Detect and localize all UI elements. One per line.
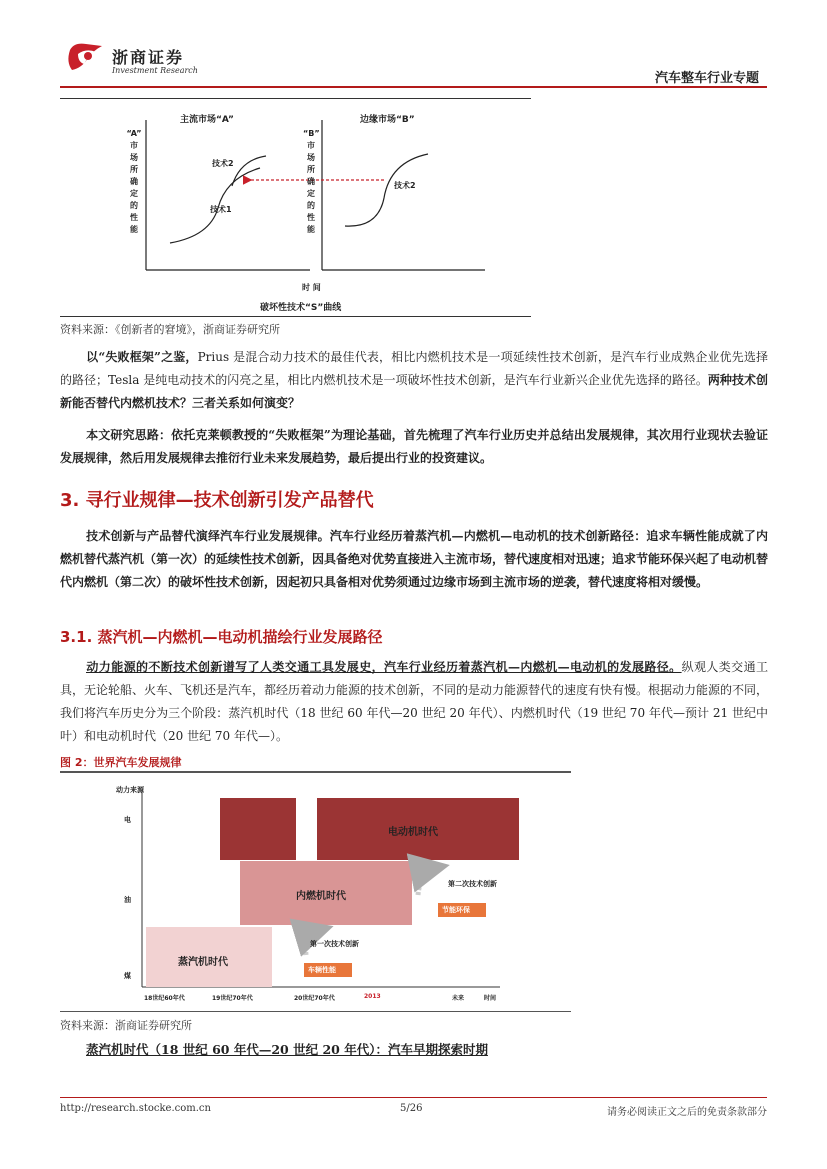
tech1-label: 技术1 (210, 205, 232, 214)
tech2-right-label: 技术2 (394, 181, 416, 190)
steam-era-label: 蒸汽机时代 (178, 957, 228, 968)
logo-text: 浙商证券 (112, 48, 185, 67)
figure1-s-curve (60, 98, 531, 312)
figure2-bottom-rule (60, 1011, 571, 1012)
second-innovation-label: 第二次技术创新 (448, 880, 497, 888)
right-y-label-char: 市 (307, 141, 315, 150)
first-innovation-label: 第一次技术创新 (310, 940, 359, 948)
x-tick-5: 未来 (452, 995, 465, 1002)
figure1-caption: 破坏性技术“S”曲线 (260, 303, 342, 313)
header-divider (60, 86, 767, 88)
x-label: 时 间 (302, 283, 321, 292)
left-y-label-char: “A” (126, 129, 142, 138)
figure2-top-rule (60, 771, 571, 773)
p1-lead: 以“失败框架”之鉴， (86, 350, 198, 364)
page-number: 5/26 (400, 1103, 423, 1114)
x-axis-label: 时间 (484, 995, 497, 1002)
p3-body: 技术创新与产品替代演绎汽车行业发展规律。汽车行业经历着蒸汽机—内燃机—电动机的技术创新路径：追求车辆性能成就了内燃机替代蒸汽机（第一次）的延续性技术创新，因具备绝对优势直接进入主流市场，替代速度相对迅速；追求节能环保兴起了电动机替代内燃机（第二次）的破坏性技术创新，因起初只具备相对优势须通过边缘市场到主流市场的逆袭，替代速度将相对缓慢。 (60, 529, 769, 589)
paragraph-2 (60, 424, 768, 470)
left-chart-title: 主流市场“A” (180, 115, 234, 125)
right-chart-title: 边缘市场“B” (360, 115, 415, 125)
figure1-bottom-rule (60, 316, 531, 317)
left-y-label-char: 确 (130, 177, 138, 186)
figure1-source: 资料来源：《创新者的窘境》，浙商证券研究所 (60, 323, 280, 336)
right-y-label-char: 性 (307, 213, 315, 222)
paragraph-3 (60, 525, 768, 594)
left-y-label-char: 的 (130, 201, 138, 210)
y-tick-electric: 电 (124, 816, 131, 824)
x-tick-1: 18世纪60年代 (144, 995, 185, 1002)
electric-era-label: 电动机时代 (388, 827, 438, 838)
figure2-title: 图 2：世界汽车发展规律 (60, 756, 182, 769)
section-title: 汽车整车行业专题 (654, 71, 759, 86)
x-tick-4: 2013 (364, 993, 381, 1000)
eco-tag: 节能环保 (442, 906, 470, 914)
logo-subtext: Investment Research (112, 66, 198, 75)
p4-body: 纵观人类交通工具，无论轮船、火车、飞机还是汽车，都经历着动力能源的技术创新，不同的是动力能源替代的速度有快有慢。根据动力能源的不同，我们将汽车历史分为三个阶段：蒸汽机时代（18 世纪 60 年代—20 世纪 20 年代）、内燃机时代（19 世纪 70 年代—预计 21 世纪中叶）和电动机时代（20 世纪 70 年代—）。 (60, 660, 769, 743)
p1-question: 两种技术创新能否替代内燃机技术？三者关系如何演变？ (60, 373, 768, 410)
left-y-label (126, 128, 142, 236)
left-y-label-char: 性 (130, 213, 138, 222)
right-y-label-char: 能 (307, 225, 315, 234)
left-y-label-char: 市 (130, 141, 138, 150)
logo-icon (66, 40, 106, 76)
p2-body: 本文研究思路：依托克莱顿教授的“失败框架”为理论基础，首先梳理了汽车行业历史并总结出发展规律，其次用行业现状去验证发展规律，然后用发展规律去推衍行业未来发展趋势，最后提出行业的投资建议。 (60, 428, 768, 465)
x-tick-2: 19世纪70年代 (212, 995, 253, 1002)
y-tick-oil: 油 (124, 896, 131, 904)
right-y-label-char: 定 (307, 189, 315, 198)
ice-era-label: 内燃机时代 (296, 891, 346, 902)
footer-url[interactable]: http://research.stocke.com.cn (60, 1103, 211, 1114)
paragraph-1 (60, 346, 768, 415)
figure2-diagram (60, 775, 571, 1011)
section-3-1-heading: 3.1. 蒸汽机—内燃机—电动机描绘行业发展路径 (60, 628, 383, 646)
right-y-label (303, 128, 319, 236)
performance-tag: 车辆性能 (308, 966, 336, 974)
x-tick-3: 20世纪70年代 (294, 995, 335, 1002)
right-y-label-char: “B” (303, 129, 320, 138)
footer-disclaimer: 请务必阅读正文之后的免责条款部分 (607, 1107, 767, 1118)
left-y-label-char: 场 (130, 153, 138, 162)
section-3-heading: 3. 寻行业规律—技术创新引发产品替代 (60, 490, 374, 511)
p1-body: Prius 是混合动力技术的最佳代表，相比内燃机技术是一项延续性技术创新，是汽车行业成熟企业优先选择的路径；Tesla 是纯电动技术的闪亮之星，相比内燃机技术是一项破坏性技术创新，是汽车行业新兴企业优先选择的路径。 (60, 350, 768, 387)
right-y-label-char: 场 (307, 153, 315, 162)
y-tick-coal: 煤 (124, 972, 131, 980)
right-y-label-char: 所 (307, 165, 315, 174)
left-y-label-char: 能 (130, 225, 138, 234)
paragraph-4 (60, 656, 768, 748)
right-y-label-char: 的 (307, 201, 315, 210)
subheading-steam-era: 蒸汽机时代（18 世纪 60 年代—20 世纪 20 年代）：汽车早期探索时期 (86, 1042, 488, 1057)
p4-lead: 动力能源的不断技术创新谱写了人类交通工具发展史，汽车行业经历着蒸汽机—内燃机—电动机的发展路径。 (86, 660, 682, 674)
left-y-label-char: 所 (130, 165, 138, 174)
y-axis-label: 动力来源 (116, 786, 144, 794)
figure2-source: 资料来源：浙商证券研究所 (60, 1019, 192, 1032)
right-y-label-char: 确 (307, 177, 315, 186)
left-y-label-char: 定 (130, 189, 138, 198)
footer-divider (60, 1097, 767, 1098)
tech2-left-label: 技术2 (212, 159, 234, 168)
